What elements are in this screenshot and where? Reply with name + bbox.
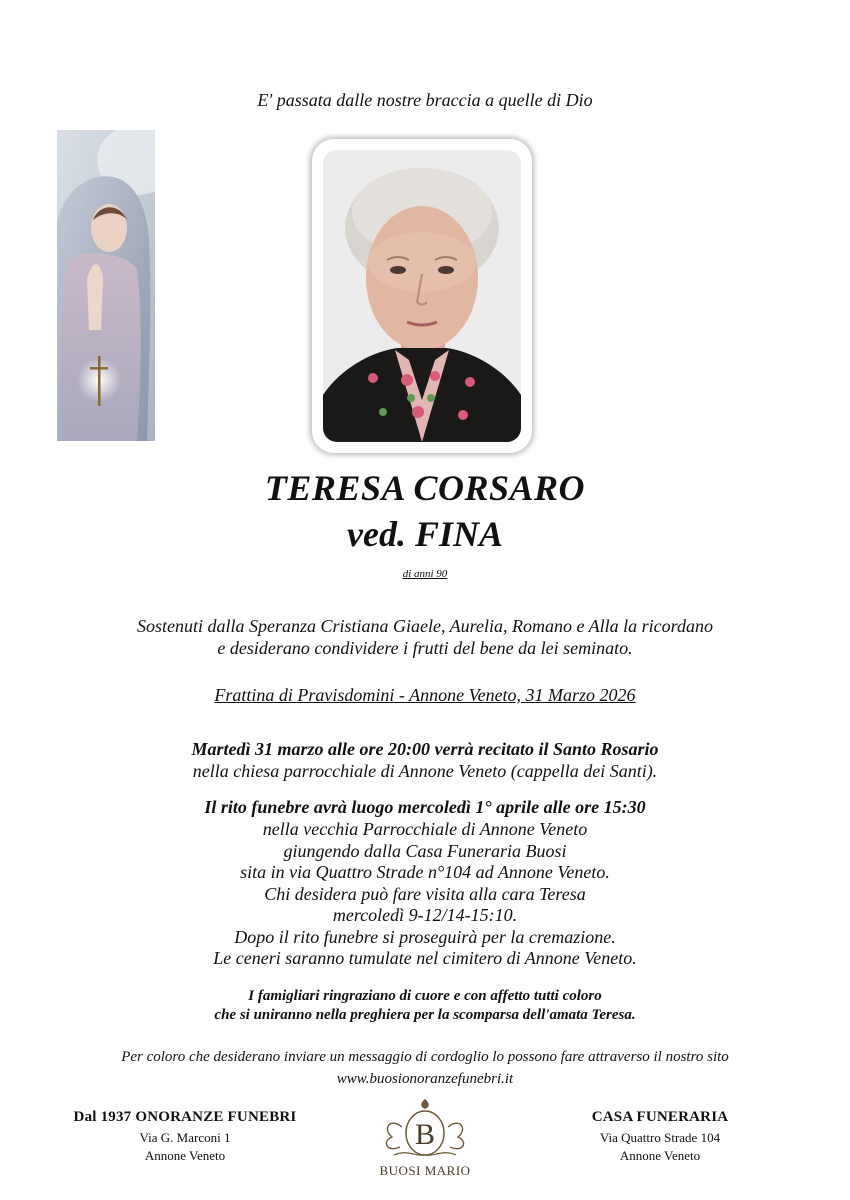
rosary-headline: Martedì 31 marzo alle ore 20:00 verrà recitato il Santo Rosario <box>191 739 659 759</box>
rosary-detail: nella chiesa parrocchiale di Annone Veneto (cappella dei Santi). <box>192 761 658 781</box>
funeral-line: Dopo il rito funebre si proseguirà per la cremazione. <box>234 927 616 947</box>
funeral-home-block <box>40 1109 330 1165</box>
epigraph-text: E' passata dalle nostre braccia a quelle di Dio <box>257 90 593 110</box>
funeral-parlor-address: Via Quattro Strade 104 <box>599 1130 721 1145</box>
madonna-illustration <box>57 130 155 441</box>
funeral-parlor-block <box>560 1109 760 1165</box>
logo-name: BUOSI MARIO <box>379 1163 471 1178</box>
condolence-text: Per coloro che desiderano inviare un messaggio di cordoglio lo possono fare attraverso il nostro sito <box>121 1049 729 1065</box>
deceased-portrait-photo <box>323 150 521 442</box>
thanks-line-1: I famigliari ringraziano di cuore e con affetto tutti coloro <box>248 988 602 1004</box>
thanks-line-2: che si uniranno nella preghiera per la scomparsa dell'amata Teresa. <box>214 1007 636 1023</box>
funeral-line: Chi desidera può fare visita alla cara Teresa <box>264 884 586 904</box>
funeral-line: sita in via Quattro Strade n°104 ad Annone Veneto. <box>240 862 610 882</box>
widow-of-name: ved. FINA <box>347 514 503 554</box>
logo-emblem <box>372 1097 478 1179</box>
portrait-illustration <box>323 150 521 442</box>
funeral-line: giungendo dalla Casa Funeraria Buosi <box>283 841 567 861</box>
deceased-name: TERESA CORSARO <box>264 468 586 508</box>
age-text: di anni 90 <box>402 568 448 580</box>
family-message-line-2: e desiderano condividere i frutti del bene da lei seminato. <box>217 638 633 658</box>
funeral-parlor-city: Annone Veneto <box>619 1148 701 1163</box>
website-link[interactable]: www.buosionoranzefunebri.it <box>336 1071 514 1087</box>
funeral-home-city: Annone Veneto <box>144 1148 226 1163</box>
place-date: Frattina di Pravisdomini - Annone Veneto, 31 Marzo 2026 <box>214 685 636 705</box>
funeral-home-title: Dal 1937 ONORANZE FUNEBRI <box>73 1109 297 1125</box>
funeral-line: Le ceneri saranno tumulate nel cimitero di Annone Veneto. <box>213 948 637 968</box>
praying-madonna-image <box>57 130 155 441</box>
funeral-headline: Il rito funebre avrà luogo mercoledì 1° aprile alle ore 15:30 <box>204 797 646 817</box>
funeral-home-address: Via G. Marconi 1 <box>139 1130 231 1145</box>
family-message-line-1: Sostenuti dalla Speranza Cristiana Giaele, Aurelia, Romano e Alla la ricordano <box>137 616 713 636</box>
funeral-line: nella vecchia Parrocchiale di Annone Veneto <box>262 819 588 839</box>
logo-letter: B <box>414 1118 436 1151</box>
funeral-parlor-title: CASA FUNERARIA <box>591 1109 729 1125</box>
funeral-line: mercoledì 9-12/14-15:10. <box>332 905 518 925</box>
buosi-logo <box>372 1097 478 1179</box>
portrait-frame <box>312 139 532 453</box>
